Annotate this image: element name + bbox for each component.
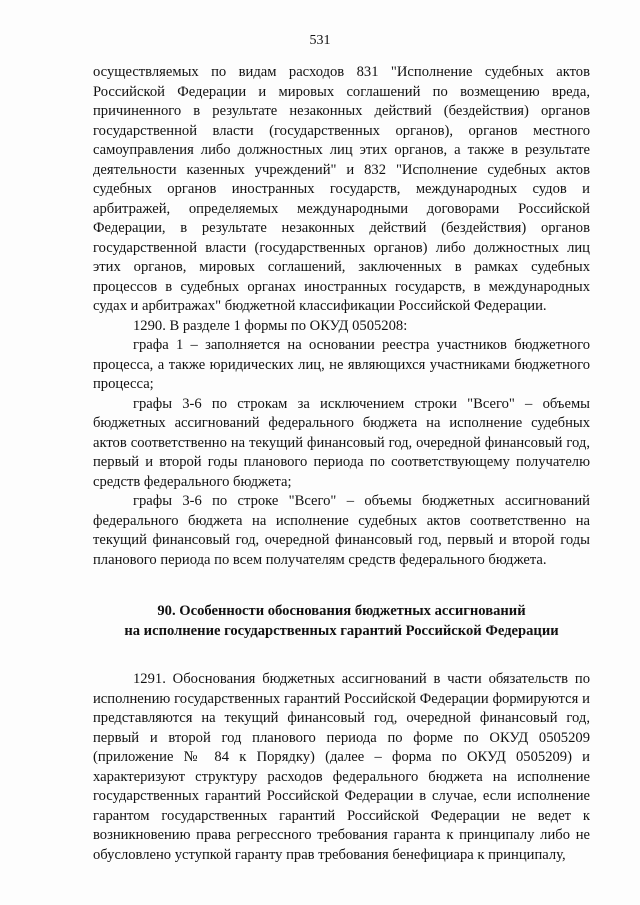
paragraph-column-1: графа 1 – заполняется на основании реестра участников бюджетного процесса, а также юридических лиц, не являющихся участниками бюджетного процесса;: [93, 337, 590, 392]
document-body: [93, 63, 590, 865]
paragraph-1290: 1290. В разделе 1 формы по ОКУД 0505208:: [133, 317, 408, 334]
paragraph-columns-3-6-total: графы 3-6 по строке "Всего" – объемы бюджетных ассигнований федерального бюджета на исполнение судебных актов соответственно на текущий финансовый год, очередной финансовый год, первый и второй годы планового периода по всем получателям средств федерального бюджета.: [93, 493, 590, 568]
section-heading-90: [93, 601, 590, 641]
paragraph-1291: 1291. Обоснования бюджетных ассигнований в части обязательств по исполнению государственных гарантий Российской Федерации формируются и представляются на текущий финансовый год, очередной финансовый год, первый и второй год планового периода по форме по ОКУД 0505209 (приложение № 84 к Порядку) (далее – форма по ОКУД 0505209) и характеризуют структуру расходов федерального бюджета на исполнение государственных гарантий Российской Федерации в случае, если исполнение гарантом государственных гарантий Российской Федерации не ведет к возникновению права регрессного требования гаранта к принципалу либо не обусловлено уступкой гаранту прав требования бенефициара к принципалу,: [93, 671, 590, 863]
paragraph-continuation-831-832: осуществляемых по видам расходов 831 "Исполнение судебных актов Российской Федерации и мировых соглашений по возмещению вреда, причиненного в результате незаконных действий (бездействия) органов государственной власти (государственных органов), органов местного самоуправления либо должностных лиц этих органов, а также в результате деятельности казенных учреждений" и 832 "Исполнение судебных актов судебных органов иностранных государств, международных судов и арбитражей, определяемых международными договорами Российской Федерации, в результате незаконных действий (бездействия) органов государственной власти (государственных органов) либо должностных лиц этих органов, мировых соглашений, заключенных в рамках судебных процессов в судебных органах иностранных государств, в международных судах и арбитражах" бюджетной классификации Российской Федерации.: [93, 64, 590, 314]
page-number: 531: [309, 33, 331, 48]
section-heading-line-1: 90. Особенности обоснования бюджетных ассигнований: [157, 603, 526, 619]
paragraph-columns-3-6-rows: графы 3-6 по строкам за исключением строки "Всего" – объемы бюджетных ассигнований федерального бюджета на исполнение судебных актов соответственно на текущий финансовый год, очередной финансовый год, первый и второй годы планового периода по соответствующему получателю средств федерального бюджета;: [93, 395, 590, 490]
section-heading-line-2: на исполнение государственных гарантий Российской Федерации: [124, 623, 559, 639]
